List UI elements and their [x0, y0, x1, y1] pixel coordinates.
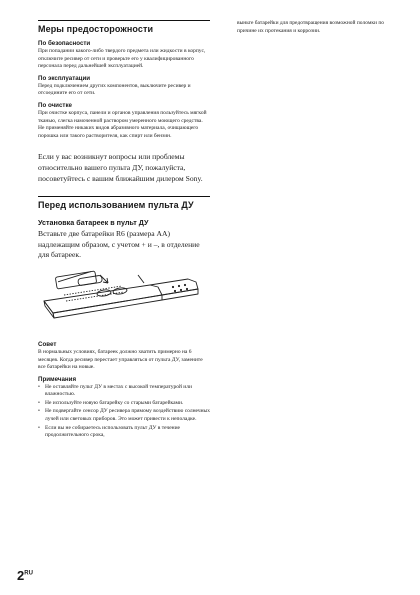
- questions-text: Если у вас возникнут вопросы или проблемы относительно вашего пульта ДУ, пожалуйста, посоветуйтесь с вашим ближайшим дилером Sony.: [38, 152, 203, 183]
- cleaning-heading: По очистке: [38, 101, 72, 109]
- page-number: $2^{RU}$: [17, 568, 33, 583]
- left-column: [38, 20, 210, 440]
- remote-battery-illustration: [38, 269, 203, 335]
- note-item: • Если вы не собираетесь использовать пульт ДУ в течение продолжительного срока,: [38, 424, 180, 439]
- note-item: • Не используйте новую батарейку со старыми батарейками.: [38, 399, 184, 406]
- note-item: • Не подвергайте сенсор ДУ ресивера прямому воздействию солнечных лучей или световых приборов. Это может привести к неполадке.: [38, 408, 210, 423]
- cleaning-text: При очистке корпуса, панели и органов управления пользуйтесь мягкой тканью, слегка намоченной раствором умеренного моющего средства. Не применяйте никаких видов абразивного материала, очищающего порошка или такого растворителя, как спирт или бензин.: [38, 109, 207, 139]
- tip-text: В нормальных условиях, батареек должно хватить примерно на 6 месяцев. Когда ресивер перестает управляться от пульта ДУ, замените все батарейки на новые.: [38, 348, 203, 371]
- battery-install-heading: Установка батареек в пульт ДУ: [38, 218, 149, 228]
- safety-text: При попадании какого-либо твердого предмета или жидкости в корпус, отключите ресивер от сети и проверьте его у квалифицированного персонала перед дальнейшей эксплуатацией.: [38, 48, 206, 70]
- notes-heading: Примечания: [38, 375, 77, 383]
- note-continued-text: выньте батарейки для предотвращения возможной поломки по причине их протекания и коррозии.: [237, 20, 385, 34]
- remote-heading: Перед использованием пульта ДУ: [38, 196, 210, 210]
- page-number-suffix: RU: [24, 570, 33, 577]
- tip-heading: Совет: [38, 340, 57, 348]
- precautions-heading: Меры предосторожности: [38, 20, 210, 34]
- right-column: [230, 20, 390, 35]
- safety-heading: По безопасности: [38, 40, 91, 47]
- battery-install-text: Вставьте две батарейки R6 (размера AA) надлежащим образом, с учетом + и –, в отделение для батареек.: [38, 229, 200, 260]
- note-item: • Не оставляйте пульт ДУ в местах с высокой температурой или влажностью.: [38, 383, 192, 398]
- operation-text: Перед подключением других компонентов, выключите ресивер и отсоедините его от сети.: [38, 82, 191, 97]
- operation-heading: По эксплуатации: [38, 74, 91, 82]
